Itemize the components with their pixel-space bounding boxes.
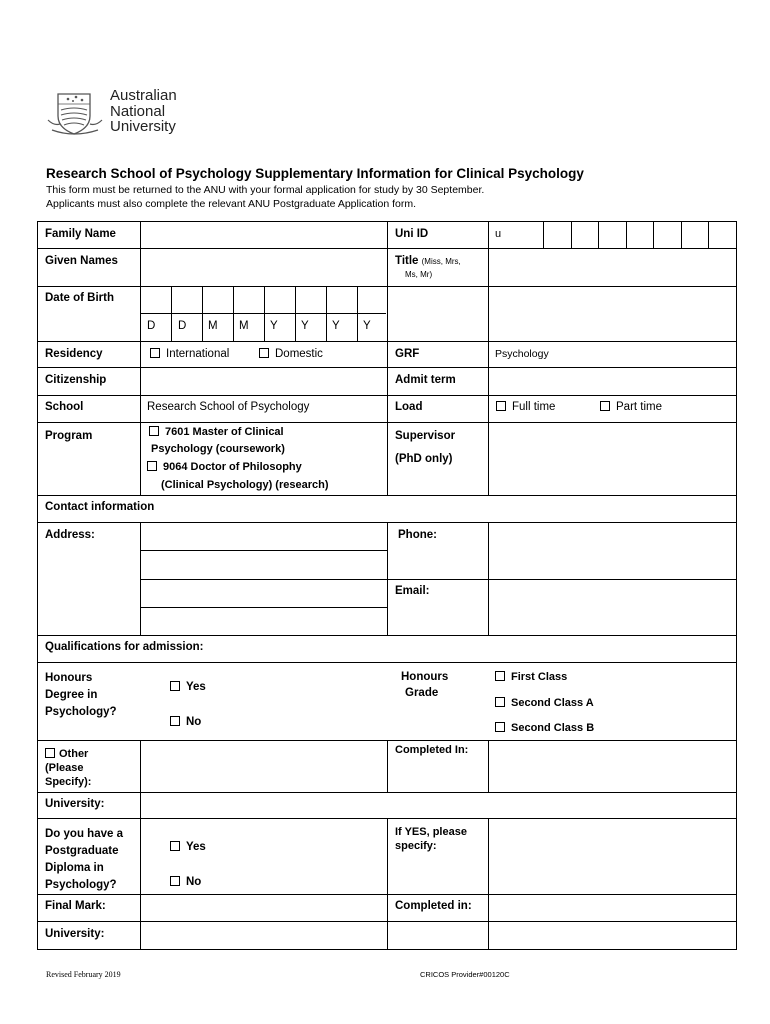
checkbox-icon xyxy=(495,697,505,707)
logo-line-1: Australian xyxy=(110,87,177,104)
residency-label: Residency xyxy=(45,348,103,360)
grf-label: GRF xyxy=(395,348,420,360)
dob-letter: M xyxy=(239,320,249,332)
completed-in-label: Completed In: xyxy=(395,744,469,756)
qualifications-heading: Qualifications for admission: xyxy=(45,641,204,653)
program-label: Program xyxy=(45,430,93,442)
logo-line-2: National xyxy=(110,102,166,120)
address-label: Address: xyxy=(45,529,95,541)
title-hint: Ms, Mr) xyxy=(405,270,433,279)
checkbox-icon xyxy=(170,841,180,851)
final-mark-field[interactable] xyxy=(141,895,387,921)
university-label: University: xyxy=(45,798,105,810)
address-line-3-field[interactable] xyxy=(141,580,387,607)
residency-international-option[interactable]: International xyxy=(150,348,229,360)
load-label: Load xyxy=(395,401,423,413)
other-option[interactable]: Other (Please Specify): xyxy=(45,748,92,788)
uni-id-prefix: u xyxy=(495,228,502,240)
address-line-4-field[interactable] xyxy=(141,608,387,635)
checkbox-icon xyxy=(45,748,55,758)
dob-letter: D xyxy=(178,320,187,332)
program-9064-desc: (Clinical Psychology) (research) xyxy=(161,479,329,491)
program-7601-desc: Psychology (coursework) xyxy=(151,443,285,455)
checkbox-icon xyxy=(495,671,505,681)
checkbox-icon xyxy=(150,348,160,358)
completed-in-field[interactable] xyxy=(489,741,736,792)
admit-term-label: Admit term xyxy=(395,374,456,386)
final-mark-label: Final Mark: xyxy=(45,900,106,912)
pg-no-option[interactable]: No xyxy=(170,876,201,888)
citizenship-label: Citizenship xyxy=(45,374,107,386)
checkbox-icon xyxy=(259,348,269,358)
logo-line-3: University xyxy=(110,118,176,135)
anu-crest-icon xyxy=(46,90,104,136)
address-line-1-field[interactable] xyxy=(141,523,387,550)
supervisor-field[interactable] xyxy=(489,423,736,495)
if-yes-label: If YES, please specify: xyxy=(395,826,467,852)
uni-id-label: Uni ID xyxy=(395,228,429,240)
school-value: Research School of Psychology xyxy=(147,401,310,413)
checkbox-icon xyxy=(496,401,506,411)
email-label: Email: xyxy=(395,585,430,597)
phone-field[interactable] xyxy=(489,523,736,579)
dob-letter: Y xyxy=(270,320,278,332)
load-fulltime-option[interactable]: Full time xyxy=(496,401,555,413)
phone-label: Phone: xyxy=(398,529,437,541)
checkbox-icon xyxy=(149,426,159,436)
university-2-label: University: xyxy=(45,928,105,940)
pg-yes-option[interactable]: Yes xyxy=(170,841,206,853)
first-class-option[interactable]: First Class xyxy=(495,671,567,683)
dob-letter: Y xyxy=(301,320,309,332)
pg-diploma-label: Do you have a Postgraduate Diploma in Psychology? xyxy=(45,828,123,891)
citizenship-field[interactable] xyxy=(141,368,387,395)
dob-letter: Y xyxy=(363,320,371,332)
second-class-a-option[interactable]: Second Class A xyxy=(495,697,594,709)
family-name-field[interactable] xyxy=(141,222,387,248)
title-label: Title (Miss, Mrs, xyxy=(395,255,461,267)
if-yes-field[interactable] xyxy=(489,819,736,894)
intro-line-1: This form must be returned to the ANU with your formal application for study by 30 September. xyxy=(46,184,485,196)
supervisor-label: Supervisor xyxy=(395,430,456,442)
dob-letter: Y xyxy=(332,320,340,332)
school-label: School xyxy=(45,401,84,413)
honours-yes-option[interactable]: Yes xyxy=(170,681,206,693)
given-names-field[interactable] xyxy=(141,249,387,286)
contact-heading: Contact information xyxy=(45,501,155,513)
page-title: Research School of Psychology Supplementary Information for Clinical Psychology xyxy=(46,166,584,181)
university-2-field[interactable] xyxy=(141,922,736,949)
residency-domestic-option[interactable]: Domestic xyxy=(259,348,323,360)
admit-term-field[interactable] xyxy=(489,368,736,395)
uni-id-field[interactable] xyxy=(544,222,736,248)
checkbox-icon xyxy=(495,722,505,732)
university-field[interactable] xyxy=(141,793,736,818)
honours-degree-label: Honours Degree in Psychology? xyxy=(45,672,117,718)
intro-line-2: Applicants must also complete the relevant ANU Postgraduate Application form. xyxy=(46,198,417,210)
grf-value: Psychology xyxy=(495,348,549,360)
completed-in-2-label: Completed in: xyxy=(395,900,472,912)
program-7601-option[interactable]: 7601 Master of Clinical xyxy=(149,426,284,438)
honours-no-option[interactable]: No xyxy=(170,716,201,728)
dob-letter: D xyxy=(147,320,156,332)
address-line-2-field[interactable] xyxy=(141,551,387,579)
program-9064-option[interactable]: 9064 Doctor of Philosophy xyxy=(147,461,302,473)
checkbox-icon xyxy=(600,401,610,411)
phd-only-note: (PhD only) xyxy=(395,453,453,465)
checkbox-icon xyxy=(170,876,180,886)
anu-logo xyxy=(46,88,196,138)
honours-grade-label: Honours Grade xyxy=(401,671,449,699)
checkbox-icon xyxy=(147,461,157,471)
dob-label: Date of Birth xyxy=(45,292,114,304)
load-parttime-option[interactable]: Part time xyxy=(600,401,662,413)
dob-letter: M xyxy=(208,320,218,332)
family-name-label: Family Name xyxy=(45,228,116,240)
checkbox-icon xyxy=(170,716,180,726)
given-names-label: Given Names xyxy=(45,255,118,267)
email-field[interactable] xyxy=(489,580,736,635)
other-specify-field[interactable] xyxy=(141,741,387,792)
second-class-b-option[interactable]: Second Class B xyxy=(495,722,594,734)
completed-in-2-field[interactable] xyxy=(489,895,736,921)
footer-cricos: CRICOS Provider#00120C xyxy=(420,970,510,979)
footer-revised: Revised February 2019 xyxy=(46,970,121,979)
checkbox-icon xyxy=(170,681,180,691)
title-field[interactable] xyxy=(489,249,736,286)
